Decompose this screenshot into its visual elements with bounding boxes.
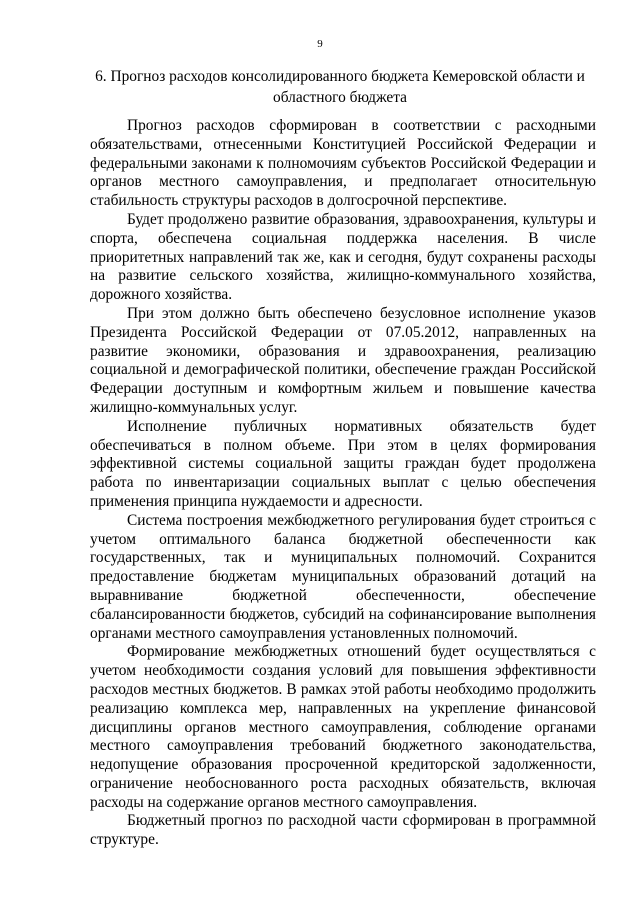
paragraph-presidential-decrees: При этом должно быть обеспечено безусловное исполнение указов Президента Российской Федерации от 07.05.2012, направленных на развитие экономики, образования и здравоохранения, реализацию социальной и демографической политики, обеспечение граждан Российской Федерации доступным и комфортным жильем и повышение качества жилищно-коммунальных услуг. bbox=[90, 304, 596, 416]
paragraph-interbudget-regulation: Система построения межбюджетного регулирования будет строиться с учетом оптимального баланса бюджетной обеспеченности как государственных, так и муниципальных полномочий. Сохранится предоставление бюджетам муниципальных образований дотаций на выравнивание бюджетной обеспеченности, обеспечение сбалансированности бюджетов, субсидий на софинансирование выполнения органами местного самоуправления установленных полномочий. bbox=[90, 511, 596, 642]
section-title: 6. Прогноз расходов консолидированного бюджета Кемеровской области и областного бюджета bbox=[95, 68, 585, 106]
paragraph-interbudget-relations: Формирование межбюджетных отношений будет осуществляться с учетом необходимости создания условий для повышения эффективности расходов местных бюджетов. В рамках этой работы необходимо продолжить реализацию комплекса мер, направленных на укрепление финансовой дисциплины органов местного самоуправления, соблюдение органами местного самоуправления требований бюджетного законодательства, недопущение образования просроченной кредиторской задолженности, ограничение необоснованного роста расходных обязательств, включая расходы на содержание органов местного самоуправления. bbox=[90, 643, 596, 811]
paragraph-public-obligations: Исполнение публичных нормативных обязательств будет обеспечиваться в полном объеме. При этом в целях формирования эффективной системы социальной защиты граждан будет продолжена работа по инвентаризации социальных выплат с целью обеспечения применения принципа нуждаемости и адресности. bbox=[90, 417, 596, 510]
paragraph-expense-forecast: Прогноз расходов сформирован в соответствии с расходными обязательствами, отнесенными Конституцией Российской Федерации и федеральными законами к полномочиям субъектов Российской Федерации и органов местного самоуправления, и предполагает относительную стабильность структуры расходов в долгосрочной перспективе. bbox=[90, 117, 596, 210]
page-number: 9 bbox=[317, 38, 323, 50]
paragraph-program-structure: Бюджетный прогноз по расходной части сформирован в программной структуре. bbox=[90, 812, 596, 849]
document-body bbox=[90, 117, 596, 850]
paragraph-development-priorities: Будет продолжено развитие образования, здравоохранения, культуры и спорта, обеспечена социальная поддержка населения. В числе приоритетных направлений так же, как и сегодня, будут сохранены расходы на развитие сельского хозяйства, жилищно-коммунального хозяйства, дорожного хозяйства. bbox=[90, 210, 596, 304]
